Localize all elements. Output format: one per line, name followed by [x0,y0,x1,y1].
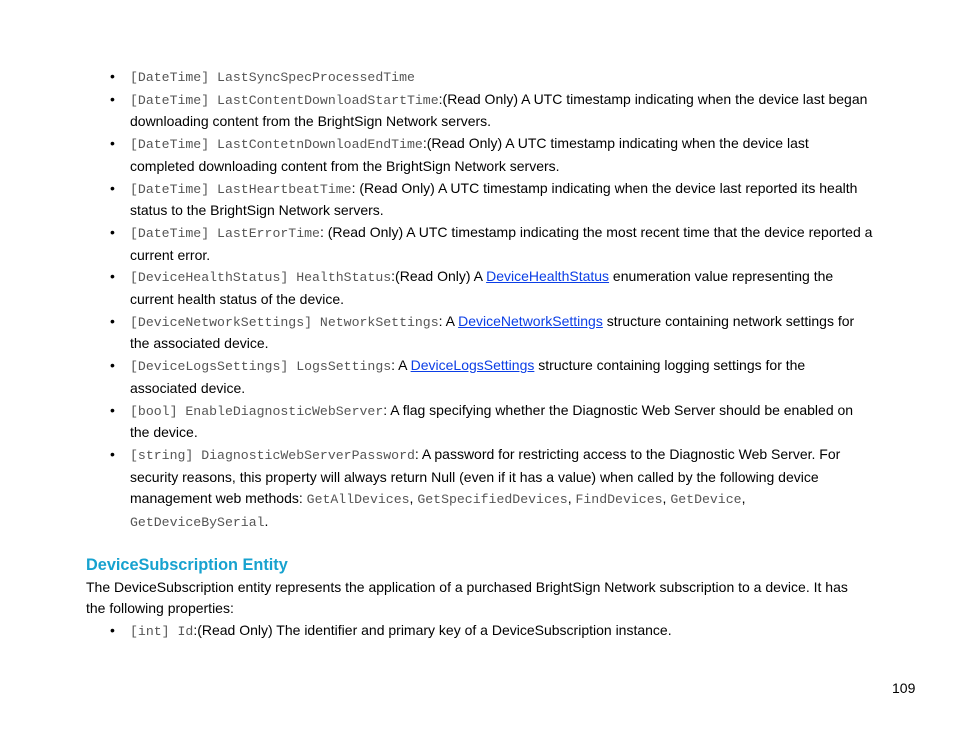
separator: , [662,490,671,507]
method-name: GetDeviceBySerial [130,515,265,531]
page-number: 109 [892,680,916,696]
list-item [86,133,876,177]
list-item [86,266,876,310]
page-content [86,66,876,643]
method-name: FindDevices [575,492,663,508]
bullet-icon: • [110,223,115,240]
bullet-icon: • [110,312,115,329]
property-code: [DateTime] LastContetnDownloadEndTime [130,137,423,153]
bullet-icon: • [110,401,115,418]
bullet-icon: • [110,357,115,374]
list-item [86,355,876,399]
property-code: [DateTime] LastSyncSpecProcessedTime [130,70,415,85]
list-item [86,66,876,89]
property-description: :(Read Only) A [391,268,487,285]
list-item [86,400,876,444]
property-description: : A [438,312,459,329]
list-item [86,178,876,222]
property-code: [DeviceLogsSettings] LogsSettings [130,359,392,375]
property-code: [DateTime] LastContentDownloadStartTime [130,92,439,108]
type-link[interactable]: DeviceNetworkSettings [458,312,603,329]
type-link[interactable]: DeviceLogsSettings [410,357,535,374]
bullet-icon: • [110,68,115,84]
separator: , [409,490,418,507]
section-heading: DeviceSubscription Entity [86,555,288,574]
property-description: : A [391,357,411,374]
method-name: GetDevice [670,492,742,508]
list-item [86,222,876,266]
property-description-continued: structure containing network settings for the associated device. [130,312,855,352]
method-name: GetAllDevices [306,492,410,508]
property-description-continued: enumeration value representing the current health status of the device. [130,268,834,308]
property-list-continued [86,444,876,534]
sentence-end: . [264,513,269,530]
bullet-icon: • [110,179,115,196]
bullet-icon: • [110,90,115,107]
bullet-icon: • [110,135,115,152]
list-item [86,444,876,534]
property-code: [DeviceNetworkSettings] NetworkSettings [130,314,439,330]
property-list [86,620,876,643]
property-description: : (Read Only) A UTC timestamp indicating when the device last reported its health status to the BrightSign Network servers. [130,179,858,219]
property-description: :(Read Only) The identifier and primary key of a DeviceSubscription instance. [193,622,672,639]
separator: , [567,490,576,507]
section-intro: The DeviceSubscription entity represents the application of a purchased BrightSign Network subscription to a device. It has the following properties: [86,578,848,617]
property-code: [DateTime] LastErrorTime [130,225,320,241]
type-link[interactable]: DeviceHealthStatus [486,268,610,285]
property-description: : A password for restricting access to the Diagnostic Web Server. For security reasons, this property will always return Null (even if it has a value) when called by the following device management web methods: [130,445,841,507]
separator: , [741,490,746,507]
list-item [86,620,876,643]
bullet-icon: • [110,268,115,285]
property-code: [DeviceHealthStatus] HealthStatus [130,270,392,286]
property-description: :(Read Only) A UTC timestamp indicating when the device last began downloading content from the BrightSign Network servers. [130,90,868,130]
property-code: [DateTime] LastHeartbeatTime [130,181,352,197]
property-description: :(Read Only) A UTC timestamp indicating when the device last completed downloading content from the BrightSign Network servers. [130,135,809,174]
method-name: GetSpecifiedDevices [417,492,568,508]
bullet-icon: • [110,622,115,639]
property-description: : A flag specifying whether the Diagnostic Web Server should be enabled on the device. [130,401,854,441]
bullet-icon: • [110,445,115,462]
property-code: [int] Id [130,624,194,640]
property-code: [string] DiagnosticWebServerPassword [130,447,415,463]
list-item [86,311,876,355]
list-item [86,89,876,133]
property-code: [bool] EnableDiagnosticWebServer [130,403,384,419]
property-description-continued: structure containing logging settings for the associated device. [130,357,806,396]
property-description: : (Read Only) A UTC timestamp indicating the most recent time that the device reported a current error. [130,223,873,263]
property-list [86,66,876,444]
